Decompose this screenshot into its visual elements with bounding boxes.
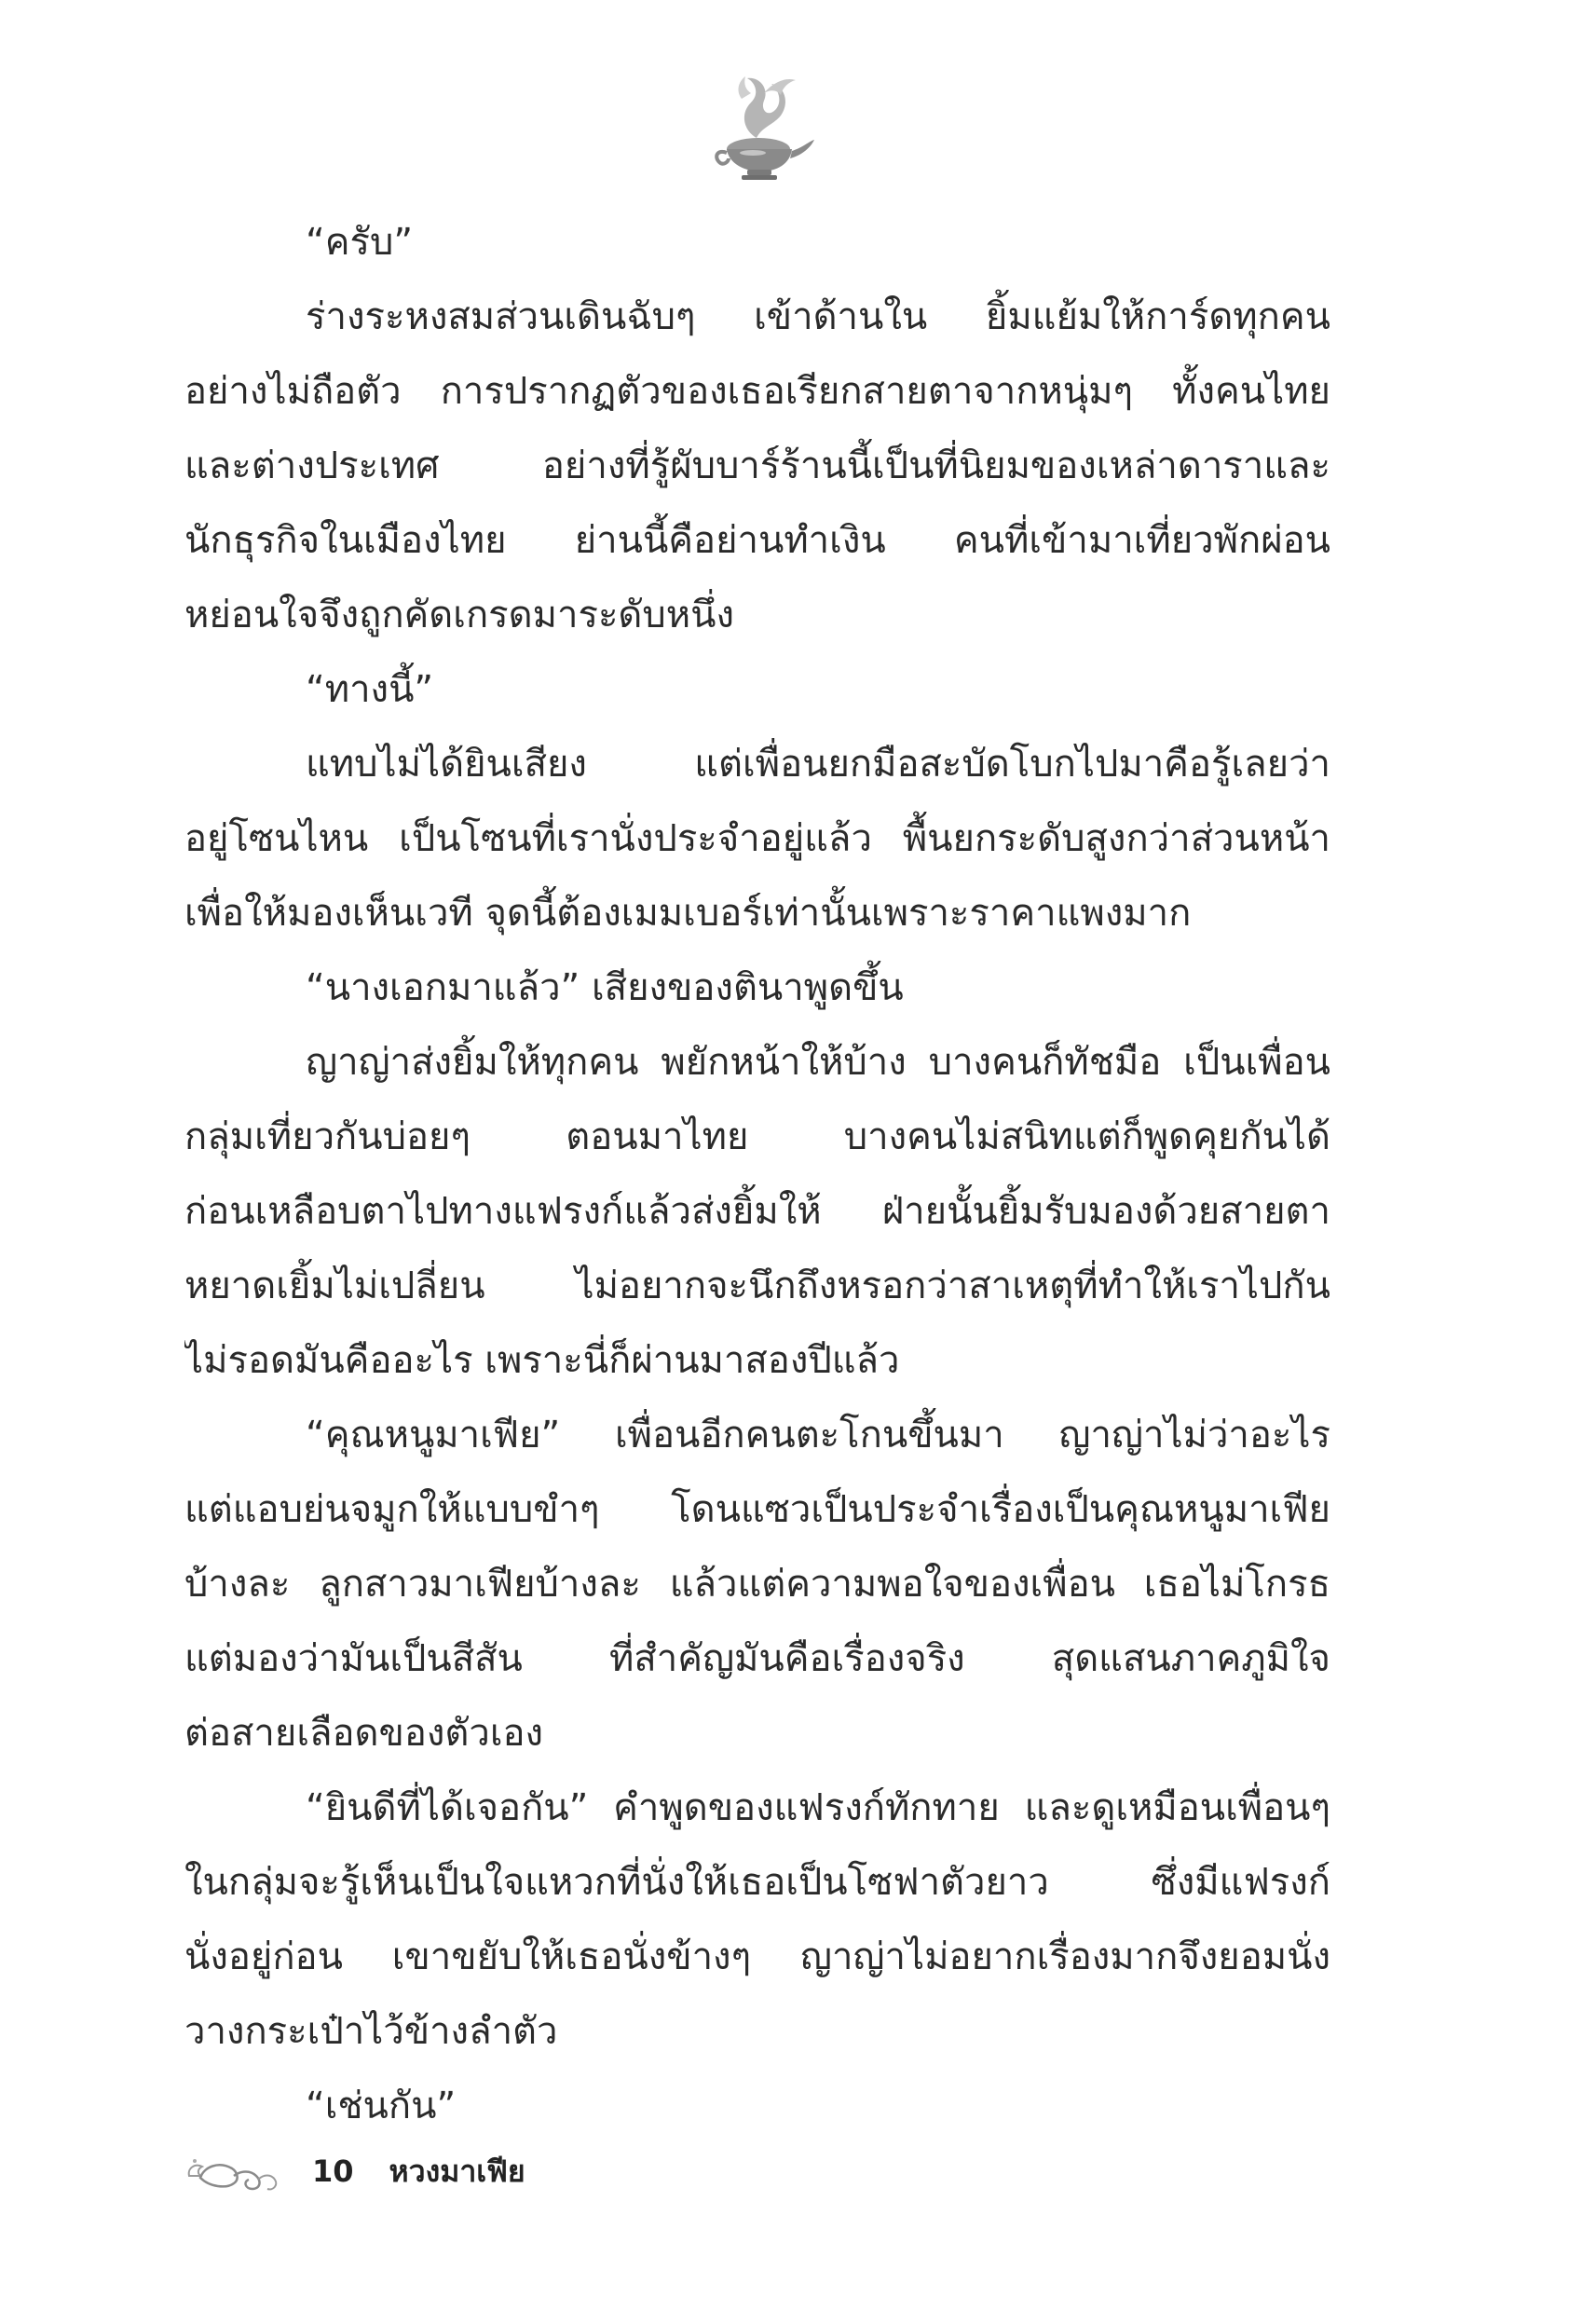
text-line: ก่อนเหลือบตาไปทางแฟรงก์แล้วส่งยิ้มให้ ฝ่ายนั้นยิ้มรับมองด้วยสายตา [184,1190,1330,1233]
text-line: “ครับ” [306,221,414,264]
genie-lamp-ornament-icon [699,56,820,186]
text-line: อย่างไม่ถือตัว การปรากฏตัวของเธอเรียกสายตาจากหนุ่มๆ ทั้งคนไทย [184,370,1330,413]
text-line: และต่างประเทศ อย่างที่รู้ผับบาร์ร้านนี้เป็นที่นิยมของเหล่าดาราและ [184,444,1330,487]
text-line: ไม่รอดมันคืออะไร เพราะนี่ก็ผ่านมาสองปีแล้ว [184,1339,900,1382]
text-line: แทบไม่ได้ยินเสียง แต่เพื่อนยกมือสะบัดโบกไปมาคือรู้เลยว่า [306,743,1330,786]
text-line: อยู่โซนไหน เป็นโซนที่เรานั่งประจำอยู่แล้ว พื้นยกระดับสูงกว่าส่วนหน้า [184,817,1330,860]
text-line: ร่างระหงสมส่วนเดินฉับๆ เข้าด้านใน ยิ้มแย้มให้การ์ดทุกคน [306,295,1330,338]
text-line: บ้างละ ลูกสาวมาเฟียบ้างละ แล้วแต่ความพอใจของเพื่อน เธอไม่โกรธ [184,1563,1330,1606]
text-line: แต่แอบย่นจมูกให้แบบขำๆ โดนแซวเป็นประจำเรื่องเป็นคุณหนูมาเฟีย [184,1488,1330,1531]
book-title: หวงมาเฟีย [389,2153,525,2189]
text-line: ในกลุ่มจะรู้เห็นเป็นใจแหวกที่นั่งให้เธอเป็นโซฟาตัวยาว ซึ่งมีแฟรงก์ [184,1861,1330,1904]
page-number: 10 [312,2154,354,2189]
text-line: กลุ่มเที่ยวกันบ่อยๆ ตอนมาไทย บางคนไม่สนิทแต่ก็พูดคุยกันได้ [184,1115,1330,1158]
text-line: ต่อสายเลือดของตัวเอง [184,1712,544,1755]
text-line: นักธุรกิจในเมืองไทย ย่านนี้คือย่านทำเงิน คนที่เข้ามาเที่ยวพักผ่อน [184,519,1330,562]
text-line: หย่อนใจจึงถูกคัดเกรดมาระดับหนึ่ง [184,594,735,636]
text-line: “นางเอกมาแล้ว” เสียงของตินาพูดขึ้น [306,966,904,1009]
text-line: “คุณหนูมาเฟีย” เพื่อนอีกคนตะโกนขึ้นมา ญาญ่าไม่ว่าอะไร [306,1414,1330,1456]
text-line: “ยินดีที่ได้เจอกัน” คำพูดของแฟรงก์ทักทาย และดูเหมือนเพื่อนๆ [306,1786,1330,1829]
text-line: แต่มองว่ามันเป็นสีสัน ที่สำคัญมันคือเรื่องจริง สุดแสนภาคภูมิใจ [184,1637,1330,1680]
text-line: ญาญ่าส่งยิ้มให้ทุกคน พยักหน้าให้บ้าง บางคนก็ทัชมือ เป็นเพื่อน [306,1041,1330,1084]
body-text [184,205,1330,2143]
text-line: หยาดเยิ้มไม่เปลี่ยน ไม่อยากจะนึกถึงหรอกว่าสาเหตุที่ทำให้เราไปกัน [184,1265,1330,1307]
text-line: “ทางนี้” [306,668,434,711]
text-line: วางกระเป๋าไว้ข้างลำตัว [184,2010,558,2053]
text-line: นั่งอยู่ก่อน เขาขยับให้เธอนั่งข้างๆ ญาญ่าไม่อยากเรื่องมากจึงยอมนั่ง [184,1935,1330,1978]
text-line: “เช่นกัน” [306,2085,457,2127]
text-line: เพื่อให้มองเห็นเวที จุดนี้ต้องเมมเบอร์เท่านั้นเพราะราคาแพงมาก [184,892,1192,935]
genie-lamp-small-ornament-icon [182,2148,284,2195]
page-footer [182,2143,525,2199]
